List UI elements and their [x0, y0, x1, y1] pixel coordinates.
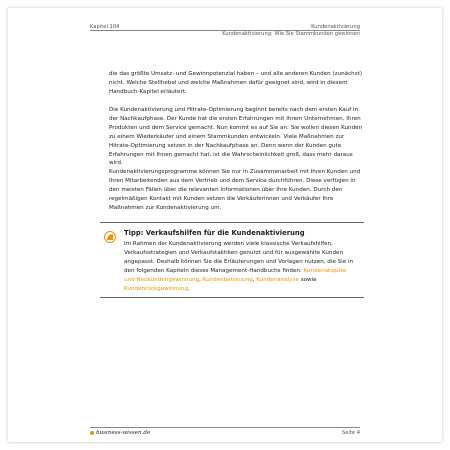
- header-subtitle: Kundenaktivierung: Wie Sie Stammkunden gewinnen: [222, 31, 360, 37]
- footer-rule: [90, 427, 360, 428]
- page-number: Seite 4: [341, 430, 360, 436]
- body-paragraph-2: Die Kundenaktivierung und Hitrate-Optimierung beginnt bereits nach dem ersten Kauf in der Nachkaufphase. Der Kunde hat die ersten Erfahrungen mit Ihrem Unternehmen, Ihren Produkten und dem Service gemacht. Nun kommt es auf Sie an: Sie wollen diesen Kunden zu einem Wiederkäufer und einem Stammkunden entwickeln. Viele Maßnahmen zur Hitrate-Optimierung setzen in der Nachkaufphase an. Denn wenn der Kunden gute Erfahrungen mit Ihnen gemacht hat, ist die Wahrscheinlichkeit groß, dass mehr daraus wird.: [109, 107, 363, 167]
- tip-icon: [104, 231, 116, 243]
- conjunction: sowie: [298, 276, 317, 283]
- separator: ,: [252, 276, 257, 283]
- link-kundenanalyse[interactable]: Kundenanalyse: [256, 276, 299, 283]
- tip-box: [100, 222, 364, 298]
- tip-title: Tipp: Verkaufshilfen für die Kundenaktivierung: [124, 229, 305, 237]
- header-chapter: Kapitel 104: [90, 24, 120, 30]
- document-page: [8, 8, 442, 442]
- period: .: [188, 285, 190, 292]
- footer-logo: [90, 430, 150, 436]
- body-paragraph-1: die das größte Umsatz- und Gewinnpotenzial haben – und alle anderen Kunden (zunächst) nicht. Welche Stellhebel und welche Maßnahmen dafür geeignet sind, wird in diesem Handbuch-Kapitel erläutert.: [109, 71, 362, 95]
- header-topic: Kundenaktivierung: [311, 24, 360, 30]
- footer-logo-text: business-wissen.de: [96, 430, 151, 436]
- link-kundenakquise[interactable]: Kundenakquise und Neukundengewinnung: [124, 267, 347, 283]
- tip-text: Im Rahmen der Kundenaktivierung werden viele klassische Verkaufshilfen, Verkaufsstrategien und Verkaufstaktiken genutzt und für ausgewählte Kunden angepasst. Deshalb können Sie die Erläuterungen und Vorlagen nutzen, die Sie in den folgenden Kapiteln dieses Management-Handbuchs finden:: [124, 241, 354, 274]
- separator: ,: [199, 276, 203, 283]
- body-paragraph-3: Kundenaktivierungsprogramme können Sie nur in Zusammenarbeit mit Ihren Kunden und Ihren Mitarbeitenden aus dem Vertrieb und dem Service durchführen. Diese verfügen in den meisten Fällen über die relevanten Informationen über Ihre Kunden. Durch den regelmäßigen Kontakt mit Kunden setzen die Verkäuferinnen und Verkäufer Ihre Maßnahmen zur Kundenaktivierung um.: [109, 169, 361, 211]
- tip-text-block: [124, 240, 356, 293]
- logo-dot-icon: [90, 431, 94, 435]
- link-kundenrueckgewinnung[interactable]: Kundenrückgewinnung: [124, 285, 189, 292]
- link-kundenbetreuung[interactable]: Kundenbetreuung: [202, 276, 253, 283]
